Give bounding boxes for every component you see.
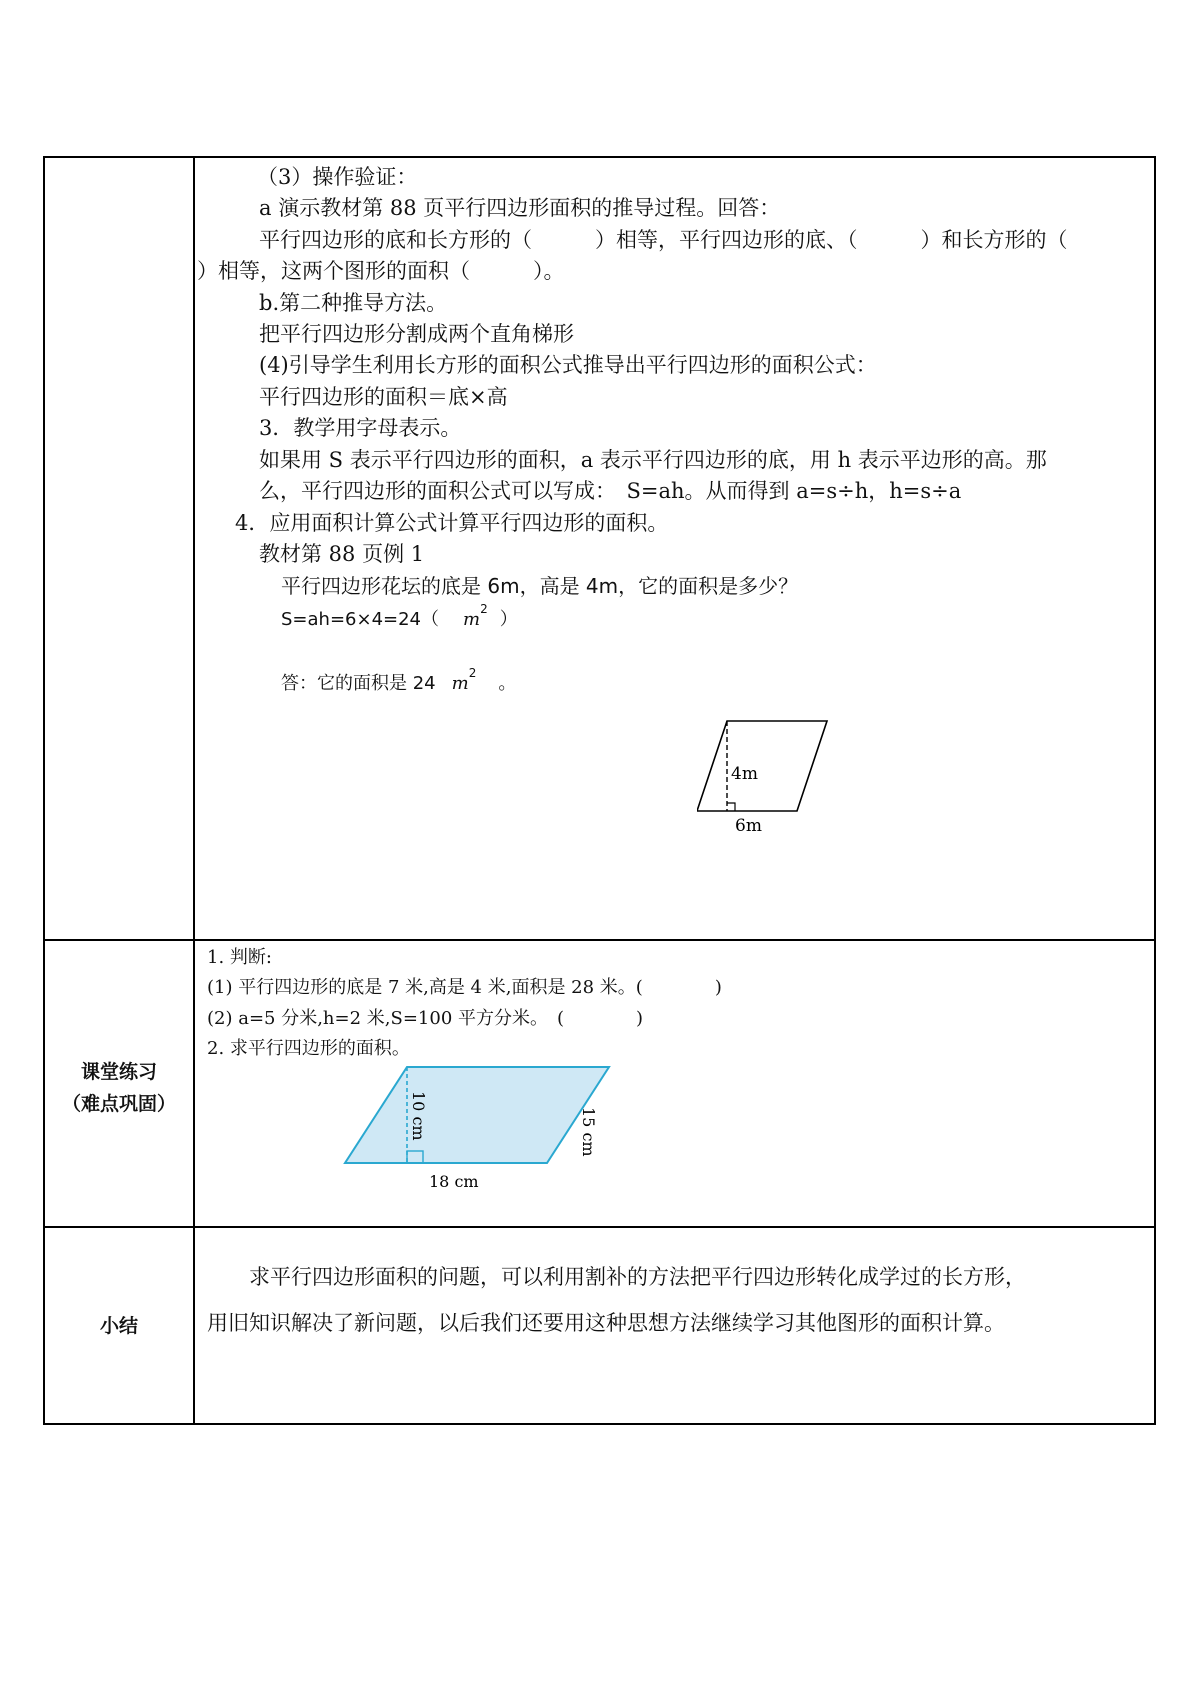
example-ref: 教材第 88 页例 1	[259, 542, 425, 566]
answer-text: 答：它的面积是 24	[281, 673, 436, 694]
fill-blank-2: ）相等，这两个图形的面积（ ）。	[197, 259, 565, 283]
answer-line	[281, 666, 517, 700]
blue-parallelogram	[345, 1067, 609, 1163]
calc-exponent: 2	[480, 602, 488, 616]
parallelogram-shape	[697, 721, 827, 811]
base-label: 6m	[735, 816, 762, 836]
height-label: 4m	[731, 764, 758, 784]
method-b: b.第二种推导方法。	[259, 291, 448, 315]
practice-label	[45, 1056, 193, 1120]
letters-text-1: 如果用 S 表示平行四边形的面积，a 表示平行四边形的底，用 h 表示平边形的高。那	[259, 448, 1047, 472]
teaching-content	[197, 158, 1144, 939]
summary-line-1: 求平行四边形面积的问题，可以利用割补的方法把平行四边形转化成学过的长方形，	[249, 1265, 1026, 1289]
split-text: 把平行四边形分割成两个直角梯形	[259, 322, 574, 346]
practice-content	[197, 941, 1144, 1226]
example-question: 平行四边形花坛的底是 6m，高是 4m，它的面积是多少？	[281, 574, 799, 598]
right-angle-mark	[727, 803, 735, 811]
calc-unit: m	[463, 609, 481, 630]
practice-label-line1: 课堂练习	[80, 1061, 157, 1083]
calc-close: ）	[499, 609, 518, 630]
answer-exponent: 2	[468, 666, 477, 680]
area-task: 2. 求平行四边形的面积。	[207, 1038, 410, 1059]
practice-label-line2: （难点巩固）	[61, 1093, 176, 1115]
judge-item-2: (2) a=5 分米,h=2 米,S=100 平方分米。 ( )	[207, 1008, 644, 1029]
letters-text-2: 么，平行四边形的面积公式可以写成： S=ah。从而得到 a=s÷h，h=s÷a	[259, 479, 962, 503]
letters-heading: 3．教学用字母表示。	[259, 416, 462, 440]
judge-heading: 1. 判断:	[207, 947, 272, 968]
judge-item-1: (1) 平行四边形的底是 7 米,高是 4 米,面积是 28 米。( )	[207, 977, 722, 998]
fill-blank-1: 平行四边形的底和长方形的（ ）相等，平行四边形的底、（ ）和长方形的（	[259, 228, 1068, 252]
summary-content	[197, 1228, 1144, 1425]
summary-line-2: 用旧知识解决了新问题，以后我们还要用这种思想方法继续学习其他图形的面积计算。	[207, 1311, 1005, 1335]
parallelogram-figure-2	[337, 1065, 637, 1205]
step-3-heading: （3）操作验证：	[257, 165, 418, 189]
calc-line	[281, 602, 518, 636]
answer-unit: m	[451, 673, 469, 694]
column-divider	[193, 158, 195, 1423]
demo-text: a 演示教材第 88 页平行四边形面积的推导过程。回答：	[259, 196, 781, 220]
side-label-2: 15 cm	[579, 1107, 598, 1157]
base-label-2: 18 cm	[429, 1172, 479, 1191]
apply-heading: 4．应用面积计算公式计算平行四边形的面积。	[235, 511, 669, 535]
parallelogram-figure-1	[697, 713, 867, 843]
answer-end: 。	[498, 673, 517, 694]
height-label-2: 10 cm	[409, 1091, 428, 1141]
area-formula: 平行四边形的面积＝底×高	[259, 385, 508, 409]
calc-text: S=ah=6×4=24（	[281, 609, 440, 630]
step-4-text: (4)引导学生利用长方形的面积公式推导出平行四边形的面积公式：	[259, 353, 877, 377]
summary-label: 小结	[99, 1315, 138, 1337]
lesson-table	[43, 156, 1156, 1425]
